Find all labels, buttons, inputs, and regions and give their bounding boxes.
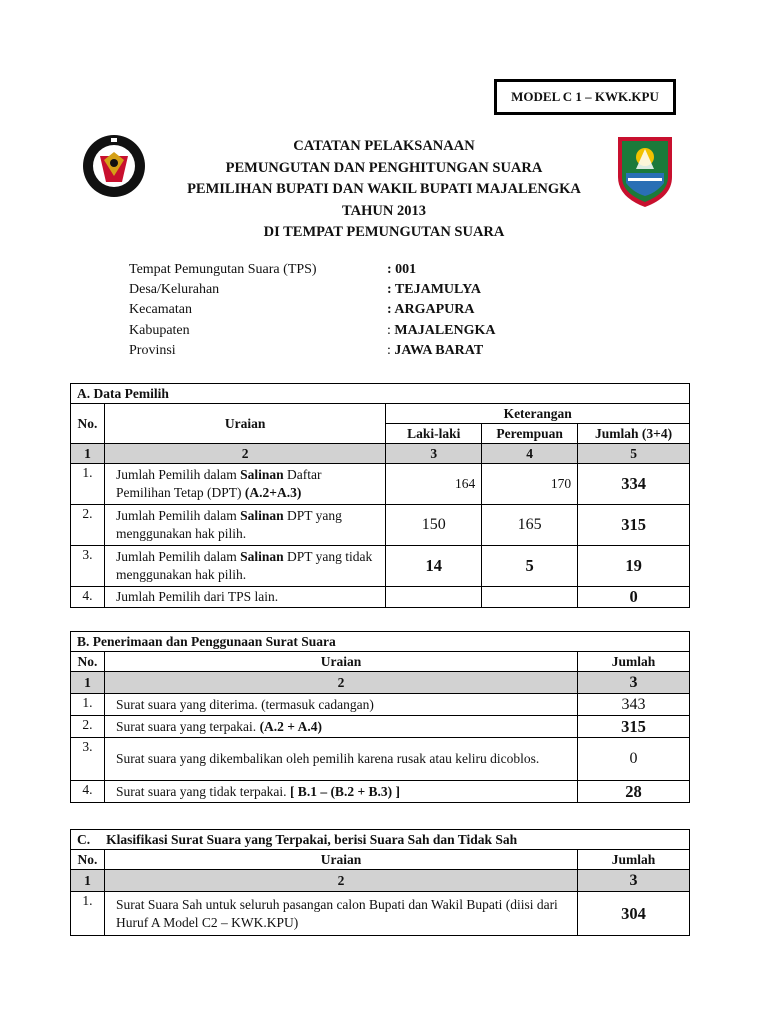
info-value: 001 [395, 262, 417, 277]
section-title: A. Data Pemilih [71, 384, 690, 404]
info-value: JAWA BARAT [394, 342, 484, 358]
col-header-no: No. [71, 850, 105, 870]
info-label: Desa/Kelurahan [129, 282, 220, 298]
col-header-perempuan: Perempuan [482, 424, 578, 444]
kpu-logo-icon [82, 130, 146, 202]
table-row [71, 781, 690, 803]
title-line: CATATAN PELAKSANAAN [293, 138, 475, 154]
row-no: 3. [71, 546, 105, 587]
row-desc: Surat suara yang terpakai. (A.2 + A.4) [104, 716, 577, 738]
row-no: 1. [71, 694, 105, 716]
row-jumlah: 315 [578, 505, 690, 546]
row-jumlah: 19 [578, 546, 690, 587]
col-header-jumlah: Jumlah [578, 652, 690, 672]
row-no: 3. [71, 738, 105, 781]
index-cell: 2 [104, 672, 577, 694]
index-row [71, 444, 690, 464]
info-label: Tempat Pemungutan Suara (TPS) [129, 262, 317, 277]
table-klasifikasi-suara [70, 829, 690, 936]
title-line: PEMILIHAN BUPATI DAN WAKIL BUPATI MAJALENGKA [187, 181, 581, 197]
info-row-desa: Desa/Kelurahan : TEJAMULYA [129, 282, 496, 302]
col-header-keterangan: Keterangan [386, 404, 690, 424]
col-header-uraian: Uraian [104, 652, 577, 672]
row-jumlah: 315 [578, 716, 690, 738]
info-label: Kabupaten [129, 322, 190, 338]
row-no: 4. [71, 781, 105, 803]
document-title [140, 136, 628, 244]
table-row [71, 464, 690, 505]
model-code: MODEL C 1 – KWK.KPU [511, 89, 659, 104]
index-cell: 1 [71, 672, 105, 694]
col-header-laki: Laki-laki [386, 424, 482, 444]
info-value: TEJAMULYA [394, 282, 482, 298]
row-laki [386, 587, 482, 608]
table-surat-suara [70, 631, 690, 803]
info-row-provinsi: Provinsi : JAWA BARAT [129, 343, 496, 363]
index-cell: 4 [482, 444, 578, 464]
row-no: 4. [71, 587, 105, 608]
table-row [71, 716, 690, 738]
row-no: 1. [71, 892, 105, 936]
index-cell: 1 [71, 444, 105, 464]
index-cell: 2 [104, 444, 385, 464]
index-cell: 2 [104, 870, 577, 892]
col-header-jumlah: Jumlah [578, 850, 690, 870]
col-header-uraian: Uraian [104, 850, 577, 870]
col-header-uraian: Uraian [104, 404, 385, 444]
table-row [71, 694, 690, 716]
col-header-no: No. [71, 652, 105, 672]
row-laki: 14 [386, 546, 482, 587]
location-info [129, 262, 496, 363]
col-header-no: No. [71, 404, 105, 444]
row-perempuan [482, 587, 578, 608]
info-label: Provinsi [129, 342, 176, 358]
table-row [71, 587, 690, 608]
row-laki: 150 [386, 505, 482, 546]
model-code-box [494, 79, 676, 115]
title-line: PEMUNGUTAN DAN PENGHITUNGAN SUARA [225, 159, 543, 176]
index-cell: 3 [578, 870, 690, 892]
row-desc: Surat suara yang dikembalikan oleh pemilih karena rusak atau keliru dicoblos. [104, 738, 577, 781]
row-no: 2. [71, 505, 105, 546]
index-cell: 1 [71, 870, 105, 892]
info-label: Kecamatan [129, 302, 192, 318]
table-row [71, 892, 690, 936]
row-jumlah: 0 [578, 738, 690, 781]
index-cell: 5 [578, 444, 690, 464]
row-jumlah: 0 [578, 587, 690, 608]
row-desc: Jumlah Pemilih dalam Salinan DPT yang menggunakan hak pilih. [104, 505, 385, 546]
section-title: C. Klasifikasi Surat Suara yang Terpakai, berisi Suara Sah dan Tidak Sah [71, 830, 690, 850]
title-line: TAHUN 2013 [342, 202, 426, 219]
table-row [71, 546, 690, 587]
col-header-jumlah: Jumlah (3+4) [578, 424, 690, 444]
row-no: 1. [71, 464, 105, 505]
table-row [71, 738, 690, 781]
row-laki: 164 [386, 464, 482, 505]
row-jumlah: 304 [578, 892, 690, 936]
row-no: 2. [71, 716, 105, 738]
info-value: MAJALENGKA [394, 322, 496, 338]
index-row [71, 672, 690, 694]
row-perempuan: 170 [482, 464, 578, 505]
row-perempuan: 165 [482, 505, 578, 546]
section-title: B. Penerimaan dan Penggunaan Surat Suara [71, 632, 690, 652]
title-line: DI TEMPAT PEMUNGUTAN SUARA [263, 224, 505, 240]
row-perempuan: 5 [482, 546, 578, 587]
row-jumlah: 334 [578, 464, 690, 505]
row-desc: Jumlah Pemilih dari TPS lain. [104, 587, 385, 608]
row-jumlah: 343 [578, 694, 690, 716]
info-row-kabupaten: Kabupaten : MAJALENGKA [129, 323, 496, 343]
row-desc: Jumlah Pemilih dalam Salinan Daftar Pemilihan Tetap (DPT) (A.2+A.3) [104, 464, 385, 505]
row-desc: Surat suara yang tidak terpakai. [ B.1 – (B.2 + B.3) ] [104, 781, 577, 803]
info-value: ARGAPURA [394, 302, 475, 318]
row-desc: Surat Suara Sah untuk seluruh pasangan calon Bupati dan Wakil Bupati (diisi dari Huruf A Model C2 – KWK.KPU) [104, 892, 577, 936]
row-desc: Surat suara yang diterima. (termasuk cadangan) [104, 694, 577, 716]
index-row [71, 870, 690, 892]
info-row-kecamatan: Kecamatan : ARGAPURA [129, 302, 496, 322]
index-cell: 3 [578, 672, 690, 694]
index-cell: 3 [386, 444, 482, 464]
row-desc: Jumlah Pemilih dalam Salinan DPT yang tidak menggunakan hak pilih. [104, 546, 385, 587]
info-row-tps: Tempat Pemungutan Suara (TPS) : 001 [129, 262, 496, 282]
row-jumlah: 28 [578, 781, 690, 803]
table-row [71, 505, 690, 546]
table-data-pemilih [70, 383, 690, 608]
